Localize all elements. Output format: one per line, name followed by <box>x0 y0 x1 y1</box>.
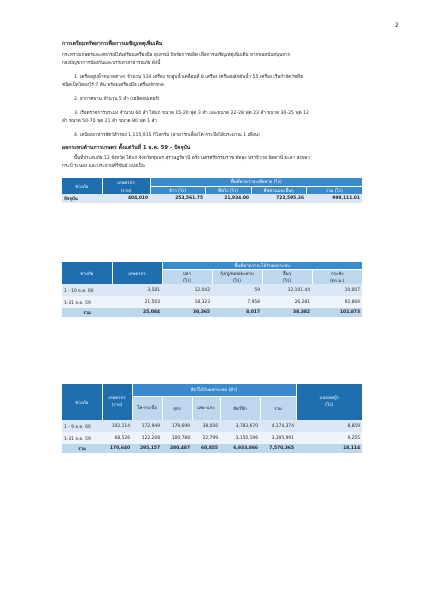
cell-shrimp: 59 <box>254 287 260 293</box>
header-unit: (ไร่) <box>212 277 262 284</box>
header-other: อื่นๆ <box>262 270 312 278</box>
cell-goat: 38,056 <box>202 423 218 429</box>
list-item: 2. อากาศยาน จำนวน 5 ลำ (เฮลิคอปเตอร์) <box>74 97 160 102</box>
header-affected-area: พื้นที่คาดว่าจะได้รับผลกระทบ <box>162 262 362 270</box>
cell-farmers: 25,084 <box>143 310 160 315</box>
cell-period: ปัจจุบัน <box>64 197 78 202</box>
header-unit: (ไร่) <box>162 277 212 284</box>
cell-farmers: 68,526 <box>114 435 130 441</box>
cell-pasture: 9,255 <box>347 435 361 441</box>
paragraph-line: กระบี่ ระนอง และประจวบคีรีขันธ์ แบ่งเป็น <box>62 164 145 169</box>
header-pasture-label: แปลงหญ้า <box>319 396 340 401</box>
header-farmers <box>102 384 132 420</box>
list-item-continued: ลำ ขนาด 50-70 ฟุต 21 ลำ ขนาด 80 ฟุต 1 ลำ <box>62 119 157 124</box>
cell-cage: 10,007 <box>344 287 360 293</box>
table-row <box>62 420 362 432</box>
cell-goat: 22,799 <box>202 435 218 441</box>
paragraph-line: กองบัญชาการป้องกันและบรรเทาสาธารณภัย ดังนี้ <box>62 61 161 66</box>
list-item: 1. เครื่องสูบน้ำขนาดต่างๆ จำนวน 134 เครื่อง รถสูบน้ำเคลื่อนที่ 8 เครื่อง เครื่องผลักดันน้ำ 55 เครื่อง เรือกำจัดวัชพืช <box>74 75 304 80</box>
crop-damage-table <box>62 178 362 203</box>
cell-fish: 18,323 <box>194 299 210 305</box>
cell-poultry: 6,933,866 <box>233 446 258 451</box>
header-period: ช่วงภัย <box>62 262 112 284</box>
livestock-impact-table <box>62 384 362 453</box>
cell-goat: 60,855 <box>201 446 218 451</box>
table-total-row <box>62 308 362 317</box>
cell-shrimp: 8,017 <box>246 310 260 315</box>
cell-rice: 253,561.75 <box>175 196 203 201</box>
header-rice: ข้าว (ไร่) <box>150 186 205 194</box>
paragraph-line: พื้นที่ประสบภัย 12 จังหวัด ได้แก่ จังหวัดชุมพร สุราษฎร์ธานี ตรัง นครศรีธรรมราช พัทลุง นราธิวาส ปัตตานี ยะลา สงขลา <box>74 156 311 161</box>
cell-pig: 280,487 <box>170 446 190 451</box>
cell-total: 3,395,991 <box>271 435 295 441</box>
cell-period: รวม <box>83 311 91 316</box>
fishery-impact-table <box>62 262 362 317</box>
table-row <box>62 296 362 308</box>
table-total-row <box>62 444 362 453</box>
cell-poultry: 3,150,196 <box>235 435 258 441</box>
cell-total: 999,111.01 <box>332 196 361 201</box>
header-unit: (ไร่) <box>262 277 312 284</box>
cell-total: 7,570,365 <box>269 446 295 451</box>
cell-period: 1-31 ธ.ค. 59 <box>64 436 91 442</box>
cell-farmers: 21,503 <box>144 299 160 305</box>
header-total: รวม (ไร่) <box>306 186 362 194</box>
list-item: 4. เสบียงอาหารสัตว์สำรอง 1,115,915 กิโลกรัม (สามารถเลี้ยงโค-กระบือได้ประมาณ 1 เดือน) <box>74 133 260 138</box>
paragraph-line: กระทรวงเกษตรและสหกรณ์ได้เตรียมเครื่องมือ อุปกรณ์ ปัจจัยการผลิต เพื่อการเผชิญเหตุเพิ่มเติม หากขอสนับสนุนจาก <box>62 53 291 58</box>
list-item-continued: ชนิดเบ็ดโดยงไร้ 7 คัน พร้อมเครื่องมือ เครื่องจักรกล <box>62 83 164 88</box>
cell-cage: 92,866 <box>344 299 360 305</box>
header-cattle: โค-กระบือ <box>132 396 162 420</box>
cell-period: 1-31 ธ.ค. 59 <box>64 300 91 306</box>
header-poultry: สัตว์ปีก <box>220 396 260 420</box>
cell-poultry: 3,783,670 <box>235 423 258 429</box>
header-unit: (ตร.ม.) <box>312 277 362 284</box>
header-period: ช่วงภัย <box>62 178 102 194</box>
table-row <box>62 284 362 296</box>
cell-period: 1 - 10 ธ.ค. 60 <box>64 288 94 294</box>
header-goat: แพะ-แกะ <box>192 396 220 420</box>
cell-farmers: 3,581 <box>147 287 160 293</box>
cell-pig: 179,699 <box>171 423 190 429</box>
cell-cattle: 122,208 <box>141 435 160 441</box>
cell-fish: 12,042 <box>194 287 210 293</box>
cell-pasture: 8,859 <box>347 423 361 429</box>
header-garden-crops: พืชสวนและอื่นๆ <box>251 186 306 194</box>
header-damage-area: พื้นที่คาดว่าจะเสียหาย (ไร่) <box>150 178 362 186</box>
header-pig: สุกร <box>162 396 192 420</box>
cell-other: 26,281 <box>294 299 310 305</box>
header-shrimp: กุ้ง/ปู/หอย/ตะพาบ <box>212 270 262 278</box>
cell-fish: 30,365 <box>193 310 210 315</box>
cell-farmers: 170,640 <box>110 446 130 451</box>
cell-other: 12,101.44 <box>287 287 310 293</box>
cell-cattle: 295,157 <box>140 446 160 451</box>
cell-pasture: 18,114 <box>343 446 361 451</box>
header-pasture <box>296 384 362 420</box>
header-farmers: เกษตรกร <box>112 262 162 284</box>
header-farmers: เกษตรกร <box>102 178 150 186</box>
section-heading-impact: ผลกระทบด้านการเกษตร ตั้งแต่วันที่ 1 ธ.ค. 59 – ปัจจุบัน <box>62 145 191 151</box>
cell-shrimp: 7,958 <box>247 299 260 305</box>
header-total: รวม <box>260 396 296 420</box>
cell-field: 21,934.00 <box>224 196 249 201</box>
page-number: 2 <box>395 22 399 29</box>
cell-period: 1 - 9 ธ.ค. 60 <box>64 424 91 430</box>
cell-farmers: 102,114 <box>111 423 130 429</box>
header-fish: ปลา <box>162 270 212 278</box>
table-row <box>62 432 362 444</box>
cell-pig: 100,788 <box>171 435 190 441</box>
header-farmers-unit: (ราย) <box>102 186 150 194</box>
cell-farmers: 404,010 <box>128 196 148 201</box>
cell-period: รวม <box>78 447 86 452</box>
header-farmers-label: เกษตรกร <box>108 396 126 401</box>
header-pasture-unit: (ไร่) <box>325 403 334 408</box>
list-item: 3. เรือตรวจการประมง จำนวน 60 ลำ ได้แก่ ขนาด 15-20 ฟุต 3 ลำ และขนาด 22-28 ฟุต 23 ลำ ขนาด 30-25 ฟุต 12 <box>74 111 309 116</box>
header-field-crops: พืชไร่ (ไร่) <box>205 186 251 194</box>
header-affected-animals: สัตว์ได้รับผลกระทบ (ตัว) <box>132 384 296 396</box>
cell-other: 38,382 <box>293 310 310 315</box>
table-row <box>62 194 362 203</box>
header-cage: กระชัง <box>312 270 362 278</box>
cell-cattle: 172,949 <box>141 423 160 429</box>
header-farmers-unit: (ราย) <box>111 403 123 408</box>
cell-cage: 102,873 <box>340 310 360 315</box>
cell-garden: 723,595.26 <box>276 196 304 201</box>
cell-total: 4,174,374 <box>271 423 295 429</box>
section-heading-resources: การเตรียมทรัพยากรเพื่อการเผชิญเหตุเพิ่มเติม <box>62 41 163 47</box>
header-period: ช่วงภัย <box>62 384 102 420</box>
